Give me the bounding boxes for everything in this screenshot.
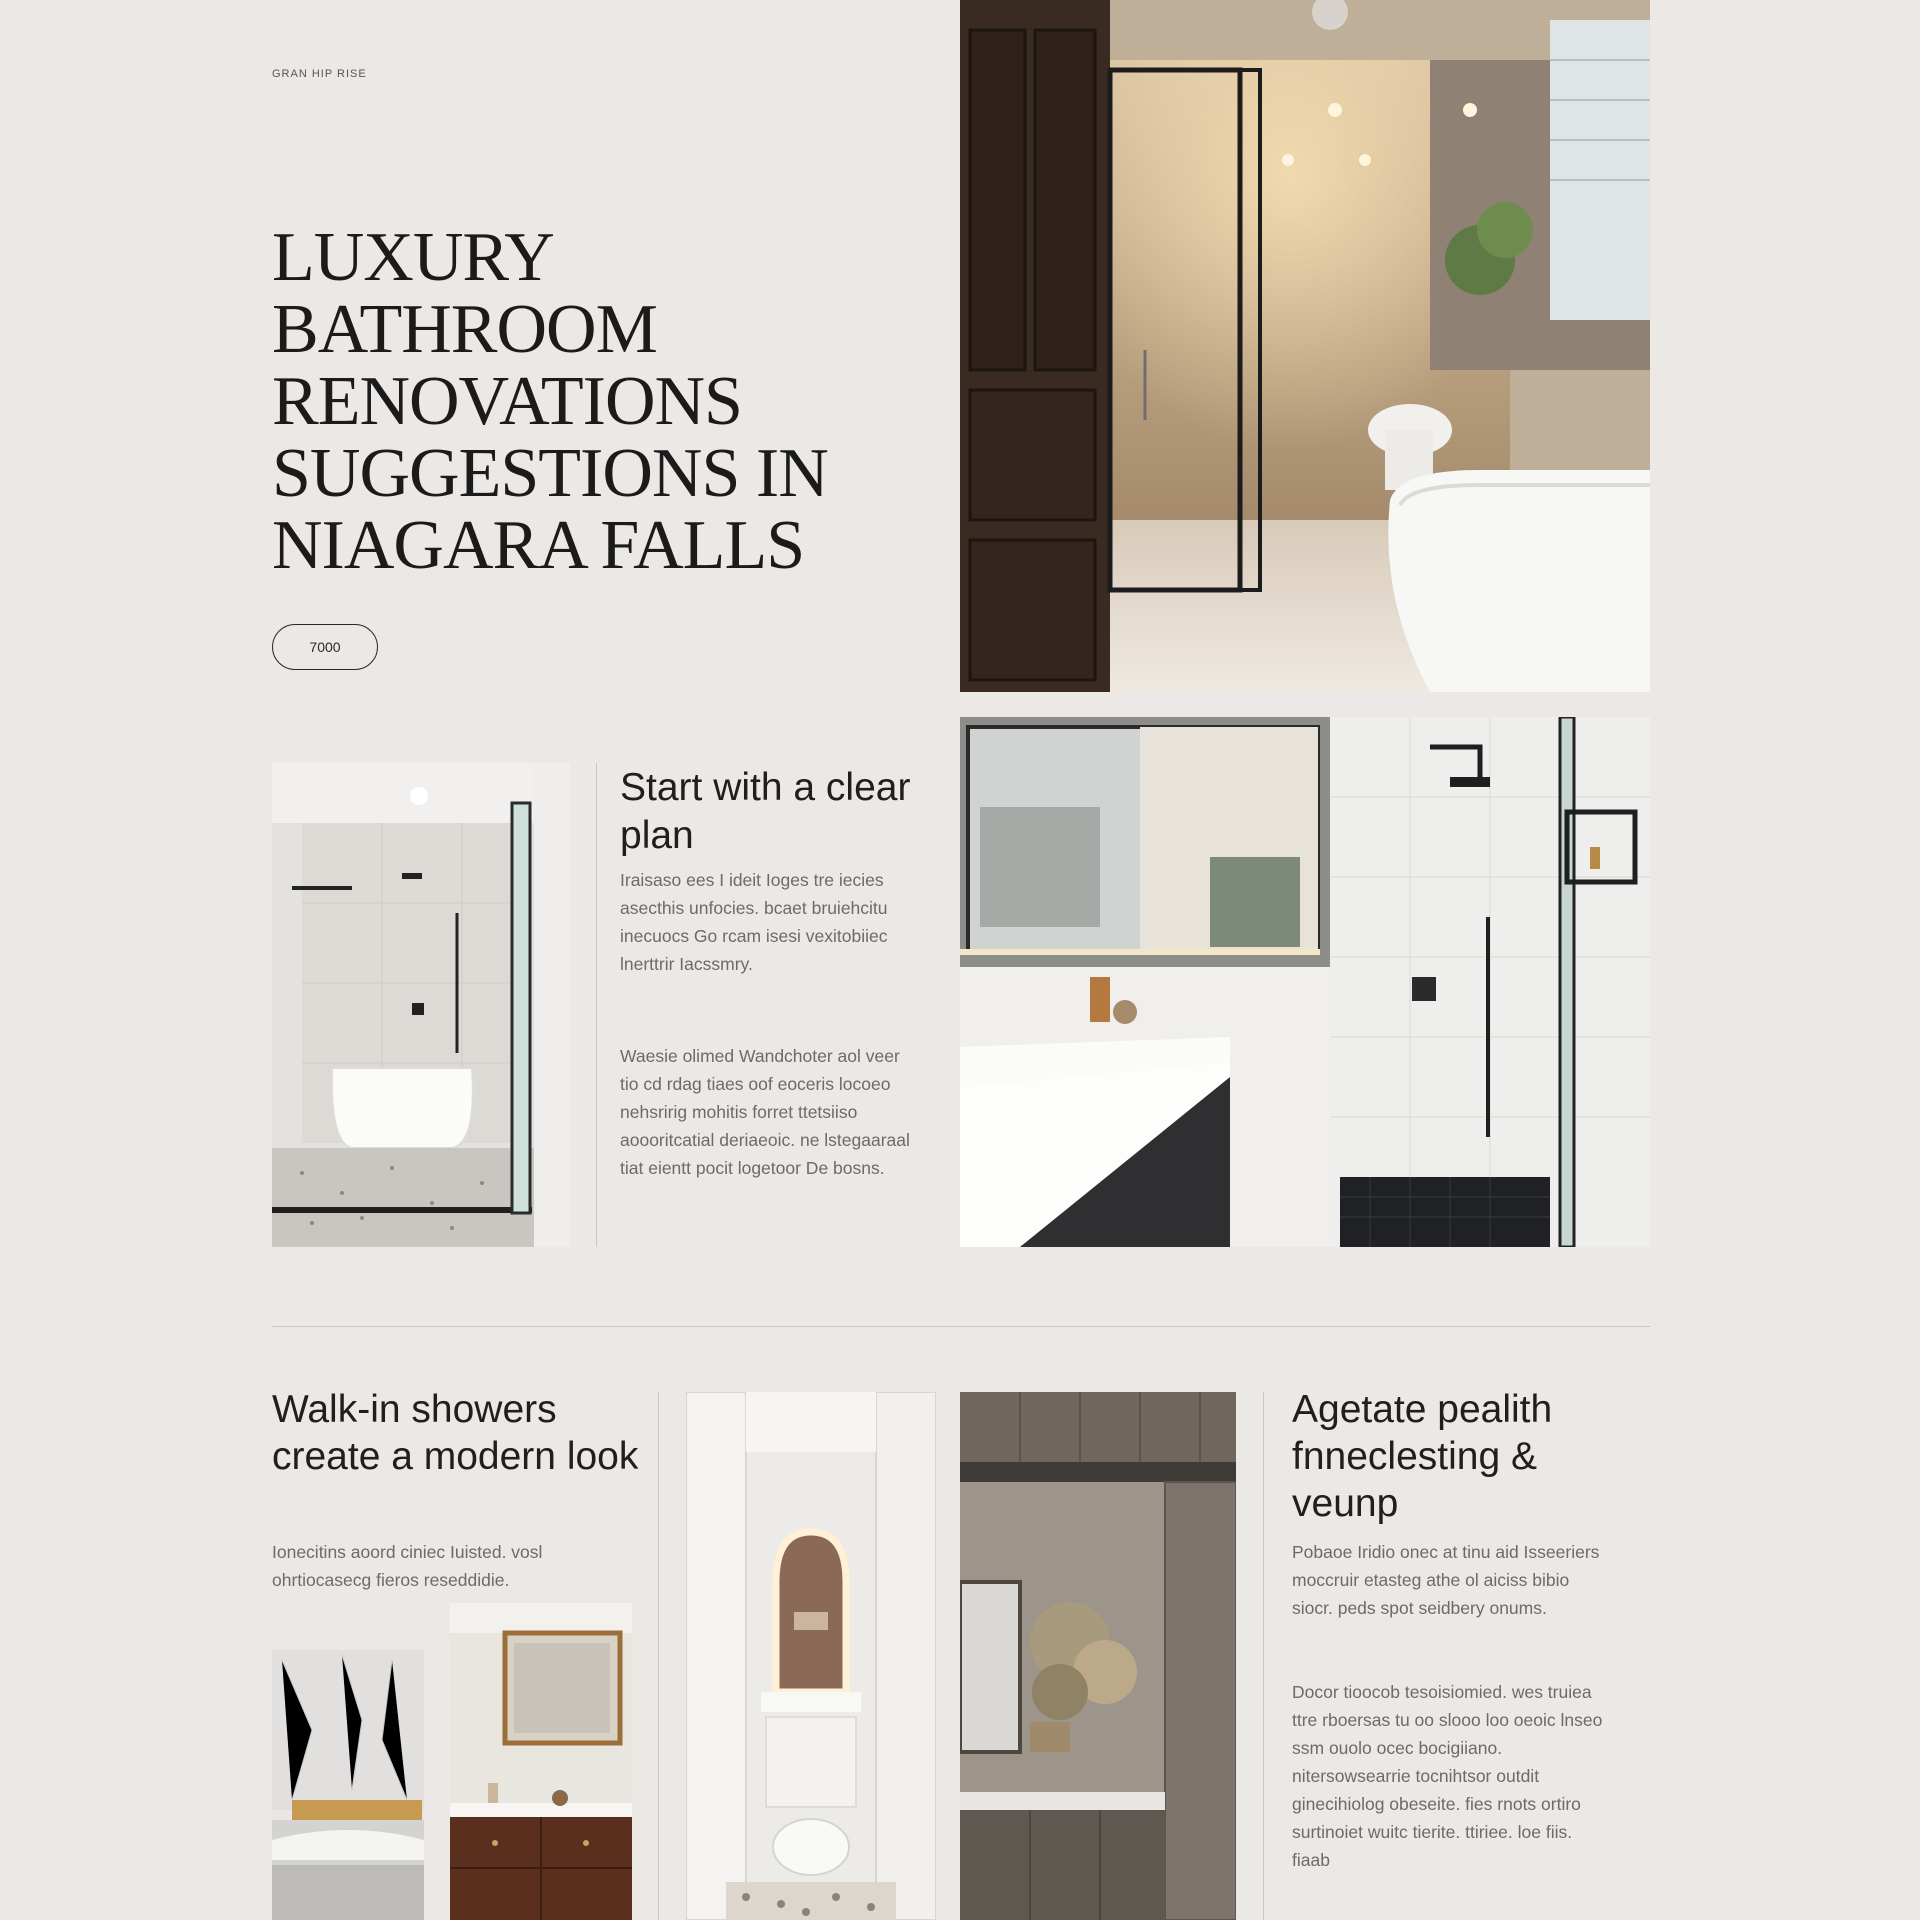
- plan-divider: [596, 763, 597, 1247]
- wood-vanity-image: [450, 1603, 632, 1920]
- right-divider: [1263, 1392, 1264, 1920]
- right-paragraph-2: Docor tioocob tesoisiomied. wes truiea ttre rboersas tu oo slooo loo oeoic lnseo ssm ouolo ocec bocigiiano. nitersowsearrie tocnihtsor outdit ginecihiolog obeseite. fies rnots ortiro surtinoiet wuitc tierite. ttiriee. loe fiis. fiaab: [1292, 1682, 1603, 1870]
- hero-pill-button[interactable]: 7000: [272, 624, 378, 670]
- hero-title: LUXURY BATHROOM RENOVATIONS SUGGESTIONS IN NIAGARA FALLS: [272, 219, 828, 584]
- plan-paragraph-1: Iraisaso ees I ideit Ioges tre iecies asecthis unfocies. bcaet bruiehcitu inecuocs Go rcam isesi vexitobiiec lnerttrir Iacssmry.: [620, 870, 888, 974]
- right-paragraph-1: Pobaoe Iridio onec at tinu aid Isseeriers moccruir etasteg athe ol aiciss bibio siocr. peds spot seidbery onums.: [1292, 1542, 1600, 1618]
- hero-bathroom-image: [960, 0, 1650, 692]
- marble-bath-image: [272, 1650, 424, 1920]
- plan-heading: Start with a clear plan: [620, 766, 911, 857]
- grey-bathroom-image: [960, 1392, 1236, 1920]
- vanity-shower-image: [960, 717, 1650, 1247]
- site-label: GRAN HIP RISE: [272, 68, 367, 80]
- section-divider: [272, 1326, 1650, 1327]
- showers-divider: [658, 1392, 659, 1920]
- showers-heading: Walk-in showers create a modern look: [272, 1388, 639, 1478]
- showers-paragraph: Ionecitins aoord ciniec Iuisted. vosl ohrtiocasecg fieros reseddidie.: [272, 1542, 543, 1590]
- arched-mirror-image: [686, 1392, 936, 1920]
- right-section-heading: Agetate pealith fnneclesting & veunp: [1292, 1388, 1553, 1525]
- plan-paragraph-2: Waesie olimed Wandchoter aol veer tio cd rdag tiaes oof eoceris locoeo nehsririg mohitis forret ttetsiiso aoooritcatial deriaeoic. ne lstegaaraal tiat eientt pocit logetoor De bosns.: [620, 1046, 910, 1178]
- plan-bathroom-image: [272, 763, 570, 1247]
